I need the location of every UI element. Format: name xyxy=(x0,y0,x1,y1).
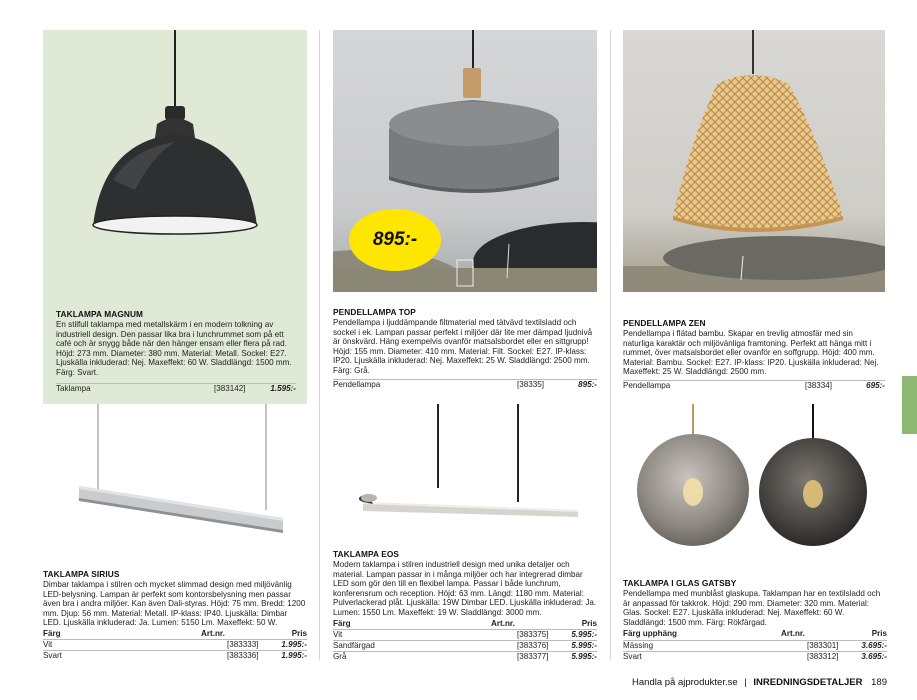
header-art: Art.nr. xyxy=(201,628,225,638)
article-number: [383336] xyxy=(227,651,259,661)
article-number: [383312] xyxy=(807,651,839,661)
price-row xyxy=(623,380,885,391)
article-number: [383142] xyxy=(214,383,246,393)
header-price: Pris xyxy=(291,628,307,638)
article-number: [38335] xyxy=(517,379,545,389)
price-row xyxy=(333,640,597,651)
price: 1.995:- xyxy=(281,640,307,650)
top-image xyxy=(333,30,597,292)
eos-info xyxy=(333,549,597,662)
article-number: [383301] xyxy=(807,640,839,650)
table-header xyxy=(43,629,307,639)
page-footer xyxy=(632,677,887,688)
top-info xyxy=(333,307,597,390)
variant-name: Taklampa xyxy=(56,383,91,393)
magnum-image xyxy=(43,30,307,300)
header-color: Färg xyxy=(43,628,61,638)
sirius-info xyxy=(43,569,307,662)
variant-name: Mässing xyxy=(623,640,654,650)
price-badge xyxy=(349,209,441,271)
sirius-image xyxy=(43,404,307,564)
header-color: Färg upphäng xyxy=(623,629,677,639)
price-row xyxy=(623,651,887,662)
variant-name: Sandfärgad xyxy=(333,640,375,650)
product-title: TAKLAMPA I GLAS GATSBY xyxy=(623,578,737,588)
price-badge-text: 895:- xyxy=(372,229,418,250)
price-row xyxy=(623,640,887,651)
price-row xyxy=(43,650,307,661)
variant-name: Svart xyxy=(623,651,642,661)
price-row xyxy=(56,383,296,394)
variant-name: Pendellampa xyxy=(333,379,381,389)
eos-image xyxy=(333,404,597,544)
price-row xyxy=(333,651,597,662)
header-art: Art.nr. xyxy=(491,618,515,628)
variant-name: Grå xyxy=(333,652,347,662)
price: 1.595:- xyxy=(270,383,296,393)
price: 895:- xyxy=(578,379,597,389)
price: 5.995:- xyxy=(571,629,597,639)
price: 3.695:- xyxy=(861,640,887,650)
price: 695:- xyxy=(866,380,885,390)
column-divider xyxy=(610,30,611,660)
price-row xyxy=(43,639,307,650)
product-description: Dimbar taklampa i stilren och mycket slimmad design med miljövänlig LED-belysning. Lampan är perfekt som kontorsbelysning men passar även bra i andra miljöer. Kan även Dali-styras. Höjd: 75 mm. Bredd: 1200 mm. Djup: 56 mm. Material: Metall. IP-klass: IP40. Ljuskälla: Dimbar LED. Ljuskälla inkluderad: Ja. Lumen: 5150 Lm. Maxeffekt: 50 W. xyxy=(43,580,306,628)
product-description: Modern taklampa i stilren industriell design med unika detaljer och material. Lampan passar in i många miljöer och har integrerad dimbar LED som gör den till en flexibel lampa. Passar i både lunchrum, konferensrum och reception. Höjd: 63 mm. Längd: 1180 mm. Material: Pulverlackerad plåt. Ljuskälla: 19W Dimbar LED. Ljuskälla inkluderad: Ja. Lumen: 1550 Lm. Maxeffekt: 19 W. Sladdlängd: 3000 mm. xyxy=(333,560,597,617)
product-title: PENDELLAMPA ZEN xyxy=(623,318,706,328)
product-description: En stilfull taklampa med metallskärm i en modern tolkning av industriell design. Den passar lika bra i lunchrummet som på ett café och är snygg både när den hänger ensam eller flera på rad. Höjd: 273 mm. Diameter: 380 mm. Material: Metall. Sockel: E27. Ljuskälla inkluderad: Nej. Maxeffekt: 60 W. Sladdlängd: 1500 mm. Färg: Svart. xyxy=(56,320,292,377)
zen-info xyxy=(623,318,885,391)
shop-link[interactable]: Handla på ajprodukter.se xyxy=(632,677,738,688)
article-number: [383376] xyxy=(517,640,549,650)
article-number: [38334] xyxy=(805,380,833,390)
article-number: [383377] xyxy=(517,652,549,662)
product-title: TAKLAMPA MAGNUM xyxy=(56,309,144,319)
price: 5.995:- xyxy=(571,652,597,662)
product-title: PENDELLAMPA TOP xyxy=(333,307,416,317)
price: 5.995:- xyxy=(571,640,597,650)
gatsby-image xyxy=(623,404,887,574)
price-row xyxy=(333,379,597,390)
product-title: TAKLAMPA EOS xyxy=(333,549,400,559)
section-tab xyxy=(902,376,917,434)
header-color: Färg xyxy=(333,618,351,628)
variant-name: Svart xyxy=(43,651,62,661)
price: 1.995:- xyxy=(281,651,307,661)
table-header xyxy=(333,619,597,629)
page-number: 189 xyxy=(871,677,887,688)
table-header xyxy=(623,629,887,639)
product-description: Pendellampa med munblåst glaskupa. Taklampan har en textilsladd och är anpassad för takkrok. Höjd: 290 mm. Diameter: 320 mm. Material: Glas. Sockel: E27. Ljuskälla inkluderad: Nej. Maxeffekt: 60 W. Sladdlängd: 1500 mm. Färg: Rökfärgad. xyxy=(623,589,881,627)
column-divider xyxy=(319,30,320,660)
header-art: Art.nr. xyxy=(781,629,805,639)
header-price: Pris xyxy=(871,629,887,639)
footer-separator: | xyxy=(744,677,747,688)
zen-image xyxy=(623,30,885,292)
variant-name: Pendellampa xyxy=(623,380,671,390)
header-price: Pris xyxy=(581,618,597,628)
article-number: [383375] xyxy=(517,629,549,639)
price-row xyxy=(333,629,597,640)
product-title: TAKLAMPA SIRIUS xyxy=(43,569,120,579)
variant-name: Vit xyxy=(333,629,343,639)
product-description: Pendellampa i flätad bambu. Skapar en trevlig atmosfär med sin naturliga karaktär och miljövänliga framtoning. Perfekt att hänga mitt i rummet, över matsalsbordet eller ovanför en soffgrupp. Höjd: 400 mm. Material: Bambu. Sockel: E27. IP-klass: IP20. Ljuskälla inkluderad: Nej. Maxeffekt: 25 W. Sladdlängd: 2500 mm. xyxy=(623,329,879,377)
variant-name: Vit xyxy=(43,640,53,650)
article-number: [383333] xyxy=(227,640,259,650)
gatsby-info xyxy=(623,578,887,662)
magnum-info xyxy=(56,309,296,394)
price: 3.695:- xyxy=(861,651,887,661)
section-name: INREDNINGSDETALJER xyxy=(753,677,863,688)
product-description: Pendellampa i ljuddämpande filtmaterial med tätvävd textilsladd och sockel i ek. Lampan passar perfekt i miljöer där lite mer dämpad ljudnivå är önskvärd. Häng exempelvis ovanför matsalsbordet eller en sittgrupp! Höjd: 155 mm. Diameter: 410 mm. Material: Filt. Sockel: E27. IP-klass: IP20. Ljuskälla inkluderad: Nej. Maxeffekt: 25 W. Sladdlängd: 2500 mm. Färg: Grå. xyxy=(333,318,593,375)
